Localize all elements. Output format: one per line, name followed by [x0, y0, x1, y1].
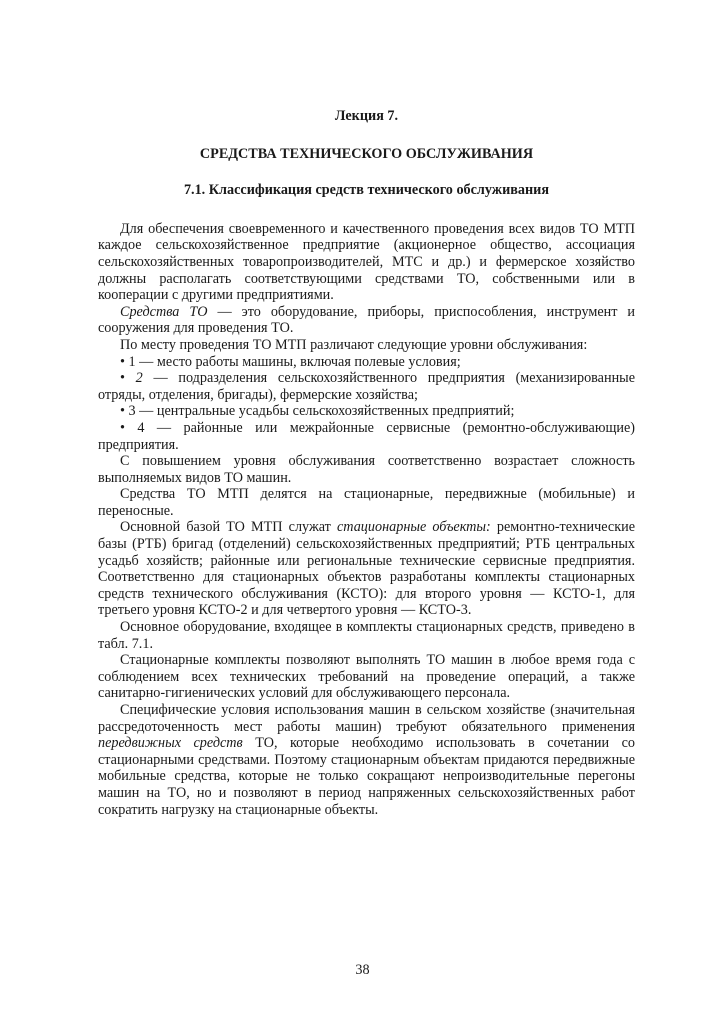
paragraph-2: Средства ТО — это оборудование, приборы, приспособления, инструмент и сооружения для проведения ТО.	[98, 303, 635, 337]
paragraph-5: Средства ТО МТП делятся на стационарные, передвижные (мобильные) и переносные.	[98, 486, 635, 519]
paragraph-8: Стационарные комплекты позволяют выполнять ТО машин в любое время года с соблюдением всех технических требований на проведение операций, а также санитарно-гигиенических условий для обслуживающего персонала.	[98, 652, 635, 702]
bullet-level-2: • 2 — подразделения сельскохозяйственного предприятия (механизированные отряды, отделения, бригады), фермерские хозяйства;	[98, 370, 635, 403]
lecture-title: Лекция 7.	[334, 108, 399, 124]
paragraph-3: По месту проведения ТО МТП различают следующие уровни обслуживания:	[120, 336, 588, 353]
paragraph-4: С повышением уровня обслуживания соответственно возрастает сложность выполняемых видов ТО машин.	[98, 453, 635, 486]
chapter-title: СРЕДСТВА ТЕХНИЧЕСКОГО ОБСЛУЖИВАНИЯ	[199, 145, 534, 162]
paragraph-1: Для обеспечения своевременного и качественного проведения всех видов ТО МТП каждое сельскохозяйственное предприятие (акционерное общество, ассоциация сельскохозяйственных товаропроизводителей, МТС и др.) и фермерское хозяйство должны располагать соответствующими средствами ТО, собственными или в кооперации с другими предприятиями.	[98, 220, 635, 304]
term-italic: Средства ТО	[120, 303, 208, 320]
page-content	[98, 108, 635, 818]
bullet-level-1: • 1 — место работы машины, включая полевые условия;	[120, 353, 461, 370]
bullet-level-3: • 3 — центральные усадьбы сельскохозяйственных предприятий;	[120, 403, 515, 420]
paragraph-6: Основной базой ТО МТП служат стационарные объекты: ремонтно-технические базы (РТБ) бригад (отделений) сельскохозяйственных предприятий; РТБ центральных усадьб хозяйств; районные или региональные технические сервисные предприятия. Соответственно для стационарных объектов разработаны комплекты стационарных средств технического обслуживания (КСТО): для второго уровня — КСТО-1, для третьего уровня КСТО-2 и для четвертого уровня — КСТО-3.	[98, 519, 636, 619]
paragraph-7: Основное оборудование, входящее в комплекты стационарных средств, приведено в табл. 7.1.	[98, 619, 635, 652]
page-number: 38	[355, 962, 370, 978]
bullet-level-4: • 4 — районные или межрайонные сервисные (ремонтно-обслуживающие) предприятия.	[98, 419, 635, 453]
paragraph-9: Специфические условия использования машин в сельском хозяйстве (значительная рассредоточенность мест работы машин) требуют обязательного применения передвижных средств ТО, которые необходимо использовать в сочетании со стационарными средствами. Поэтому стационарным объектам придаются передвижные мобильные средства, которые не только сокращают непроизводительные перегоны машин на ТО, но и позволяют в период напряженных сельскохозяйственных работ сократить нагрузку на стационарные объекты.	[98, 702, 635, 818]
section-title: 7.1. Классификация средств технического обслуживания	[183, 182, 550, 199]
